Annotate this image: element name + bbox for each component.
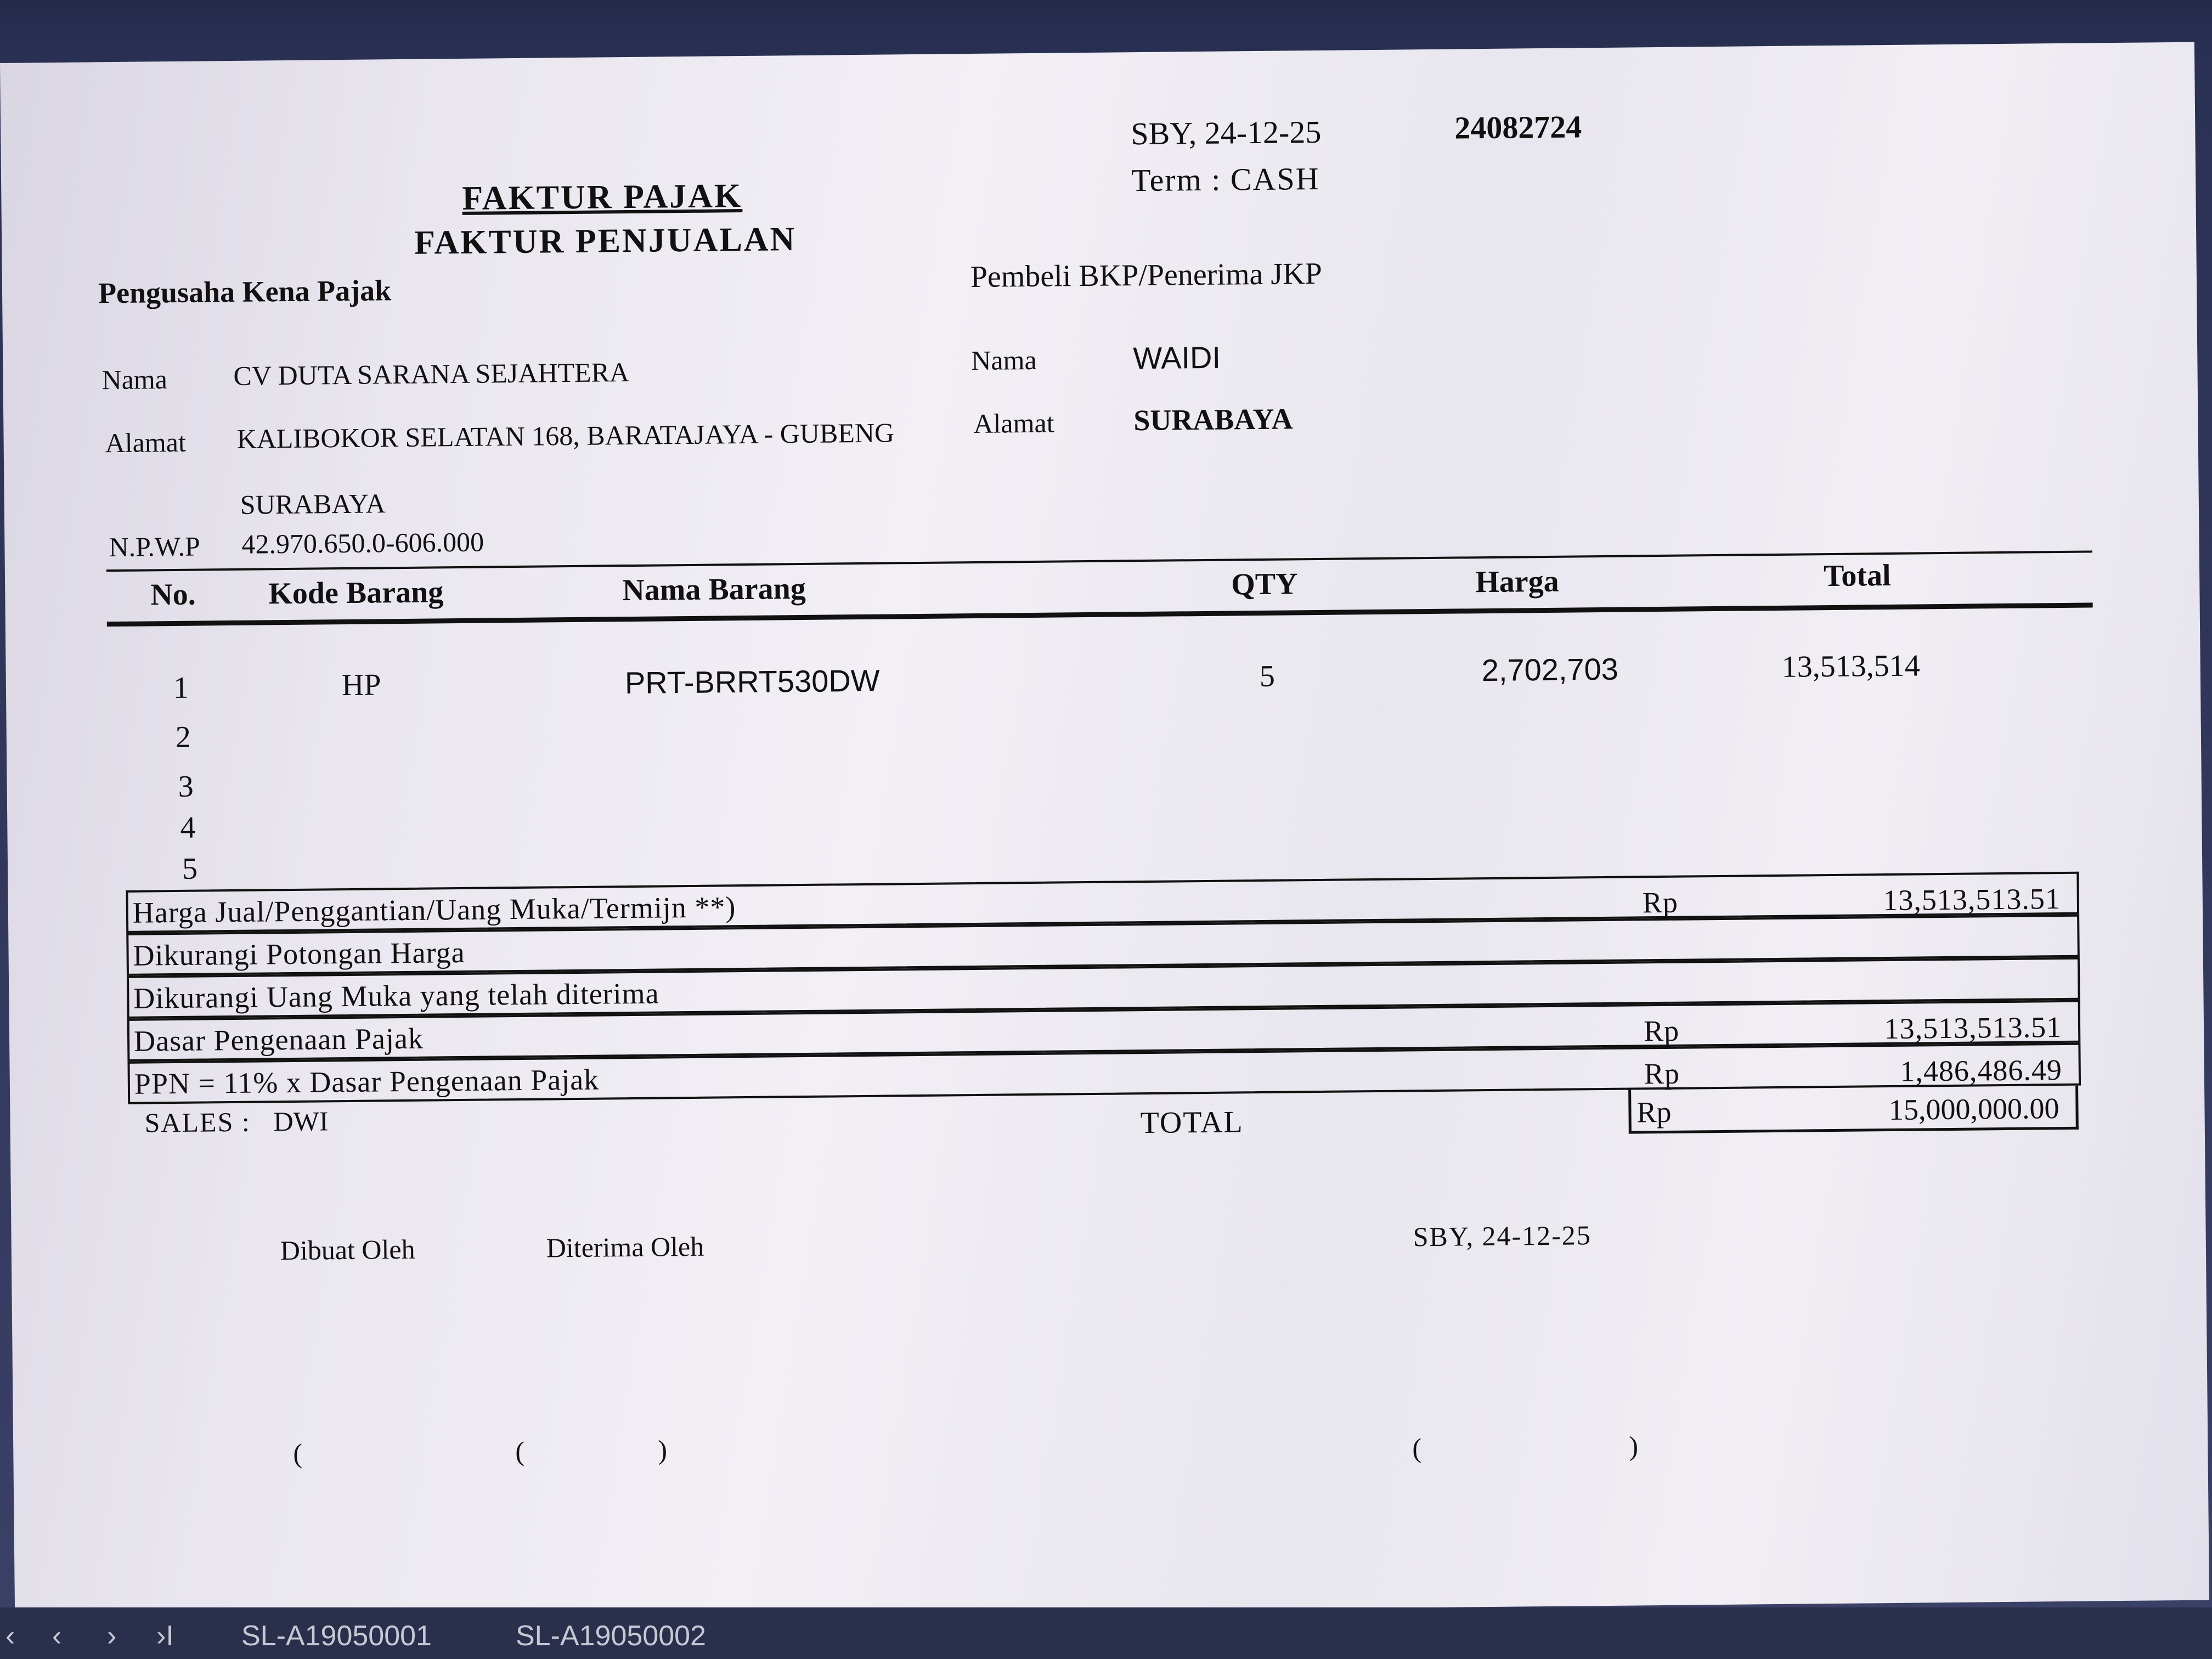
col-header-kode-barang: Kode Barang bbox=[268, 575, 444, 611]
row-no: 1 bbox=[173, 670, 189, 706]
row-total: 13,513,514 bbox=[1781, 648, 1921, 684]
received-by-label: Diterima Oleh bbox=[546, 1231, 704, 1263]
row-no: 5 bbox=[182, 851, 198, 886]
seller-npwp: 42.970.650.0-606.000 bbox=[241, 526, 484, 560]
summary-currency: Rp bbox=[1642, 885, 1679, 919]
buyer-address: SURABAYA bbox=[1133, 402, 1293, 437]
sheet-tab-2[interactable]: SL-A19050002 bbox=[516, 1620, 706, 1652]
buyer-section-title: Pembeli BKP/Penerima JKP bbox=[970, 256, 1322, 295]
payment-term: Term : CASH bbox=[1131, 160, 1320, 199]
summary-currency: Rp bbox=[1644, 1057, 1680, 1091]
row-kode: HP bbox=[341, 668, 381, 703]
col-header-total: Total bbox=[1823, 558, 1891, 594]
row-qty: 5 bbox=[1259, 659, 1276, 694]
sales-label: SALES : bbox=[144, 1106, 251, 1138]
summary-currency: Rp bbox=[1643, 1014, 1680, 1048]
seller-address-line1: KALIBOKOR SELATAN 168, BARATAJAYA - GUBENG bbox=[236, 417, 895, 454]
title-faktur-pajak: FAKTUR PAJAK bbox=[462, 177, 743, 217]
total-label: TOTAL bbox=[1140, 1105, 1244, 1141]
prev-sheet-button[interactable]: ‹ bbox=[52, 1620, 62, 1652]
buyer-address-label: Alamat bbox=[973, 407, 1054, 439]
col-header-harga: Harga bbox=[1475, 564, 1559, 600]
row-nama: PRT-BRRT530DW bbox=[624, 663, 880, 701]
summary-value: 13,513,513.51 bbox=[1883, 882, 2061, 917]
signature-place-date: SBY, 24-12-25 bbox=[1413, 1220, 1592, 1252]
col-header-no: No. bbox=[150, 577, 196, 612]
first-sheet-button[interactable]: ‹ bbox=[5, 1620, 15, 1652]
row-harga: 2,702,703 bbox=[1481, 651, 1619, 688]
summary-label: Harga Jual/Penggantian/Uang Muka/Termijn **) bbox=[132, 890, 736, 929]
seller-name: CV DUTA SARANA SEJAHTERA bbox=[233, 357, 630, 391]
row-no: 3 bbox=[178, 769, 194, 804]
sheet-tab-bar bbox=[0, 1607, 2212, 1659]
seller-address-line2: SURABAYA bbox=[240, 488, 386, 520]
seller-npwp-label: N.P.W.P bbox=[109, 531, 201, 563]
row-no: 4 bbox=[180, 810, 196, 845]
sign-bracket-open: ( bbox=[515, 1435, 525, 1467]
summary-value: 13,513,513.51 bbox=[1884, 1011, 2062, 1046]
last-sheet-button[interactable]: ›I bbox=[156, 1620, 174, 1652]
made-by-label: Dibuat Oleh bbox=[280, 1233, 415, 1266]
sales-name: DWI bbox=[273, 1105, 329, 1137]
col-header-qty: QTY bbox=[1231, 567, 1298, 602]
seller-address-label: Alamat bbox=[105, 426, 187, 459]
total-value: 15,000,000.00 bbox=[1888, 1092, 2059, 1127]
row-no: 2 bbox=[175, 720, 191, 754]
summary-value: 1,486,486.49 bbox=[1900, 1053, 2063, 1088]
invoice-page bbox=[0, 42, 2209, 1621]
sheet-tab-1[interactable]: SL-A19050001 bbox=[241, 1620, 432, 1652]
summary-label: Dikurangi Uang Muka yang telah diterima bbox=[133, 977, 659, 1015]
header-place-date: SBY, 24-12-25 bbox=[1131, 114, 1322, 152]
summary-label: Dasar Pengenaan Pajak bbox=[133, 1022, 424, 1058]
seller-section-title: Pengusaha Kena Pajak bbox=[98, 274, 392, 310]
total-currency: Rp bbox=[1637, 1095, 1672, 1129]
summary-label: Dikurangi Potongan Harga bbox=[133, 935, 465, 972]
sign-bracket-open: ( bbox=[1412, 1432, 1422, 1464]
seller-name-label: Nama bbox=[101, 364, 168, 396]
buyer-name-label: Nama bbox=[971, 344, 1037, 376]
sign-bracket-open: ( bbox=[293, 1437, 303, 1469]
summary-label: PPN = 11% x Dasar Pengenaan Pajak bbox=[134, 1063, 600, 1101]
title-faktur-penjualan: FAKTUR PENJUALAN bbox=[414, 221, 797, 262]
sign-bracket-close: ) bbox=[1629, 1430, 1639, 1462]
invoice-number: 24082724 bbox=[1454, 109, 1582, 146]
buyer-name: WAIDI bbox=[1132, 340, 1221, 376]
sign-bracket-close: ) bbox=[658, 1434, 668, 1465]
next-sheet-button[interactable]: › bbox=[107, 1620, 117, 1652]
col-header-nama-barang: Nama Barang bbox=[622, 571, 806, 608]
total-box bbox=[1628, 1086, 2079, 1134]
